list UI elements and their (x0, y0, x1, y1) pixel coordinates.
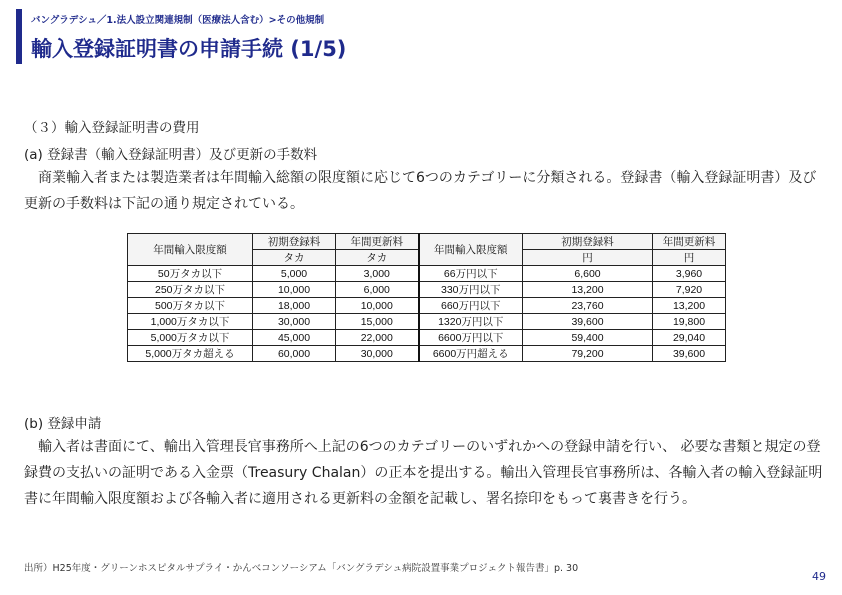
cell-init-taka: 60,000 (253, 346, 336, 362)
cell-init-yen: 79,200 (523, 346, 653, 362)
unit-yen-2: 円 (653, 250, 726, 266)
cell-renew-yen: 3,960 (653, 266, 726, 282)
header-limit-yen: 年間輸入限度額 (419, 234, 523, 266)
subheading-b: (b) 登録申請 (24, 416, 102, 432)
cell-renew-yen: 39,600 (653, 346, 726, 362)
cell-renew-taka: 30,000 (336, 346, 419, 362)
cell-init-yen: 59,400 (523, 330, 653, 346)
cell-renew-taka: 10,000 (336, 298, 419, 314)
cell-renew-taka: 15,000 (336, 314, 419, 330)
cell-limit-taka: 500万タカ以下 (128, 298, 253, 314)
table-row (128, 346, 726, 362)
header-annual-renewal-yen: 年間更新料 (653, 234, 726, 250)
header-initial-fee-yen: 初期登録料 (523, 234, 653, 250)
unit-taka-1: タカ (253, 250, 336, 266)
cell-init-yen: 39,600 (523, 314, 653, 330)
table-row (128, 282, 726, 298)
header-initial-fee: 初期登録料 (253, 234, 336, 250)
cell-renew-yen: 7,920 (653, 282, 726, 298)
cell-init-taka: 5,000 (253, 266, 336, 282)
page-title: 輸入登録証明書の申請手続 (1/5) (31, 37, 347, 61)
cell-renew-taka: 22,000 (336, 330, 419, 346)
breadcrumb: バングラデシュ／1.法人設立関連規制（医療法人含む）>その他規制 (31, 15, 325, 26)
table-row (128, 314, 726, 330)
cell-limit-yen: 6600万円以下 (419, 330, 523, 346)
unit-yen-1: 円 (523, 250, 653, 266)
cell-limit-taka: 5,000万タカ以下 (128, 330, 253, 346)
cell-renew-taka: 3,000 (336, 266, 419, 282)
cell-renew-taka: 6,000 (336, 282, 419, 298)
cell-init-yen: 23,760 (523, 298, 653, 314)
table-header-row (128, 234, 726, 250)
title-accent-bar (16, 9, 22, 64)
paragraph-a: 商業輸入者または製造業者は年間輸入総額の限度額に応じて6つのカテゴリーに分類される。登録書（輸入登録証明書）及び更新の手数料は下記の通り規定されている。 (24, 170, 817, 212)
section-heading-3: （３）輸入登録証明書の費用 (24, 120, 200, 136)
cell-limit-taka: 50万タカ以下 (128, 266, 253, 282)
cell-limit-yen: 6600万円超える (419, 346, 523, 362)
cell-limit-yen: 1320万円以下 (419, 314, 523, 330)
cell-init-taka: 10,000 (253, 282, 336, 298)
header-annual-renewal: 年間更新料 (336, 234, 419, 250)
cell-limit-taka: 250万タカ以下 (128, 282, 253, 298)
cell-limit-yen: 330万円以下 (419, 282, 523, 298)
cell-init-taka: 18,000 (253, 298, 336, 314)
cell-init-yen: 13,200 (523, 282, 653, 298)
fee-table (127, 233, 726, 362)
table-row (128, 330, 726, 346)
cell-limit-taka: 1,000万タカ以下 (128, 314, 253, 330)
cell-init-taka: 45,000 (253, 330, 336, 346)
table-row (128, 266, 726, 282)
paragraph-b: 輸入者は書面にて、輸出入管理長官事務所へ上記の6つのカテゴリーのいずれかへの登録申請を行い、 必要な書類と規定の登録費の支払いの証明である入金票（Treasury Chalan）の正本を提出する。輸出入管理長官事務所は、各輸入者の輸入登録証明書に年間輸入限度額および各輸入者に適用される更新料の金額を記載し、署名捺印をもって裏書きを行う。 (24, 439, 823, 507)
cell-renew-yen: 19,800 (653, 314, 726, 330)
page-number: 49 (812, 570, 826, 583)
cell-limit-yen: 66万円以下 (419, 266, 523, 282)
unit-taka-2: タカ (336, 250, 419, 266)
cell-limit-yen: 660万円以下 (419, 298, 523, 314)
subheading-a: (a) 登録書（輸入登録証明書）及び更新の手数料 (24, 147, 318, 163)
header-limit-taka: 年間輸入限度額 (128, 234, 253, 266)
cell-init-taka: 30,000 (253, 314, 336, 330)
source-footnote: 出所）H25年度・グリーンホスピタルサプライ・かんべコンソーシアム「バングラデシュ病院設置事業プロジェクト報告書」p. 30 (24, 563, 579, 574)
cell-init-yen: 6,600 (523, 266, 653, 282)
cell-renew-yen: 29,040 (653, 330, 726, 346)
table-row (128, 298, 726, 314)
cell-limit-taka: 5,000万タカ超える (128, 346, 253, 362)
cell-renew-yen: 13,200 (653, 298, 726, 314)
